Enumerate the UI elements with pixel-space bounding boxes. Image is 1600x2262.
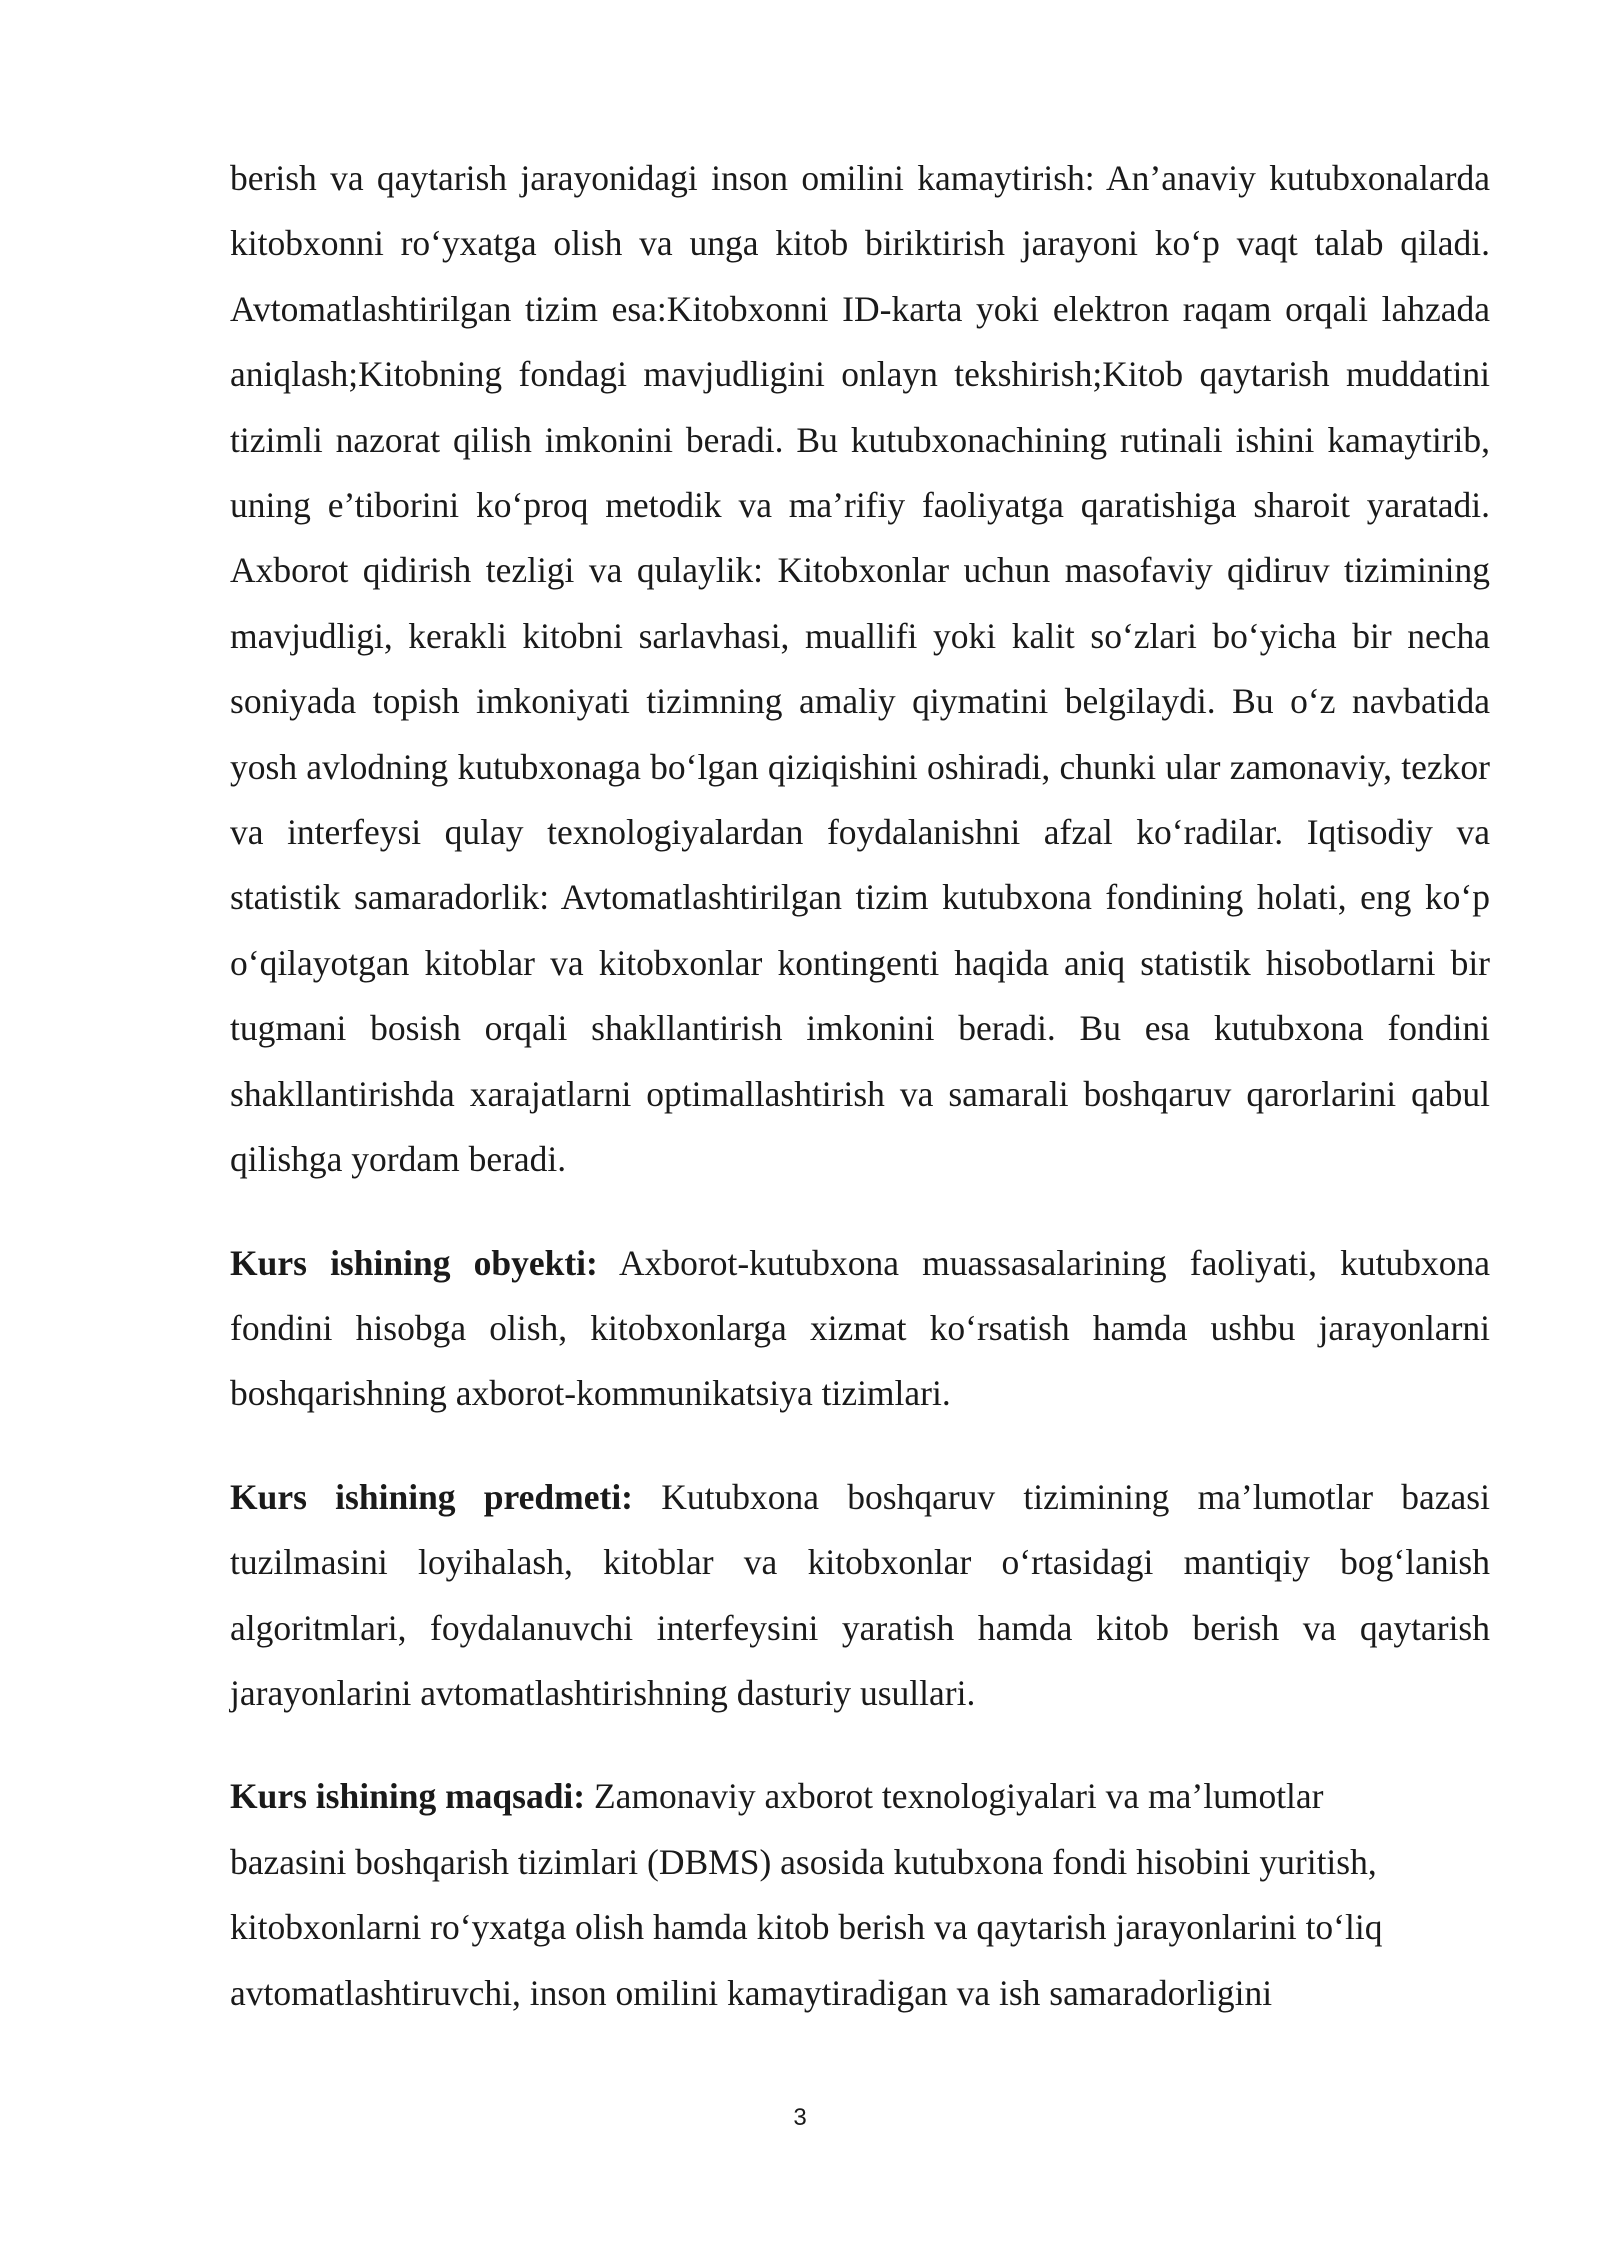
object-label: Kurs ishining obyekti:: [230, 1242, 598, 1283]
goal-text-line: bazasini boshqarish tizimlari (DBMS) asosida kutubxona fondi hisobini yuritish,: [230, 1841, 1377, 1882]
goal-paragraph: [230, 1764, 1490, 2026]
subject-label: Kurs ishining predmeti:: [230, 1476, 633, 1517]
page-content: [230, 146, 1490, 2026]
body-paragraph: berish va qaytarish jarayonidagi inson omilini kamaytirish: An’anaviy kutubxonalarda kitobxonni ro‘yxatga olish va unga kitob biriktirish jarayoni ko‘p vaqt talab qiladi. Avtomatlashtirilgan tizim esa:Kitobxonni ID-karta yoki elektron raqam orqali lahzada aniqlash;Kitobning fondagi mavjudligini onlayn tekshirish;Kitob qaytarish muddatini tizimli nazorat qilish imkonini beradi. Bu kutubxonachining rutinali ishini kamaytirib, uning e’tiborini ko‘proq metodik va ma’rifiy faoliyatga qaratishiga sharoit yaratadi. Axborot qidirish tezligi va qulaylik: Kitobxonlar uchun masofaviy qidiruv tizimining mavjudligi, kerakli kitobni sarlavhasi, muallifi yoki kalit so‘zlari bo‘yicha bir necha soniyada topish imkoniyati tizimning amaliy qiymatini belgilaydi. Bu o‘z navbatida yosh avlodning kutubxonaga bo‘lgan qiziqishini oshiradi, chunki ular zamonaviy, tezkor va interfeysi qulay texnologiyalardan foydalanishni afzal ko‘radilar. Iqtisodiy va statistik samaradorlik: Avtomatlashtirilgan tizim kutubxona fondining holati, eng ko‘p o‘qilayotgan kitoblar va kitobxonlar kontingenti haqida aniq statistik hisobotlarni bir tugmani bosish orqali shakllantirish imkonini beradi. Bu esa kutubxona fondini shakllantirishda xarajatlarni optimallashtirish va samarali boshqaruv qarorlarini qabul qilishga yordam beradi.: [230, 158, 1490, 1180]
subject-text: Kutubxona boshqaruv tizimining ma’lumotlar bazasi tuzilmasini loyihalash, kitoblar va kitobxonlar o‘rtasidagi mantiqiy bog‘lanish algoritmlari, foydalanuvchi interfeysini yaratish hamda kitob berish va qaytarish jarayonlarini avtomatlashtirishning dasturiy usullari.: [230, 1476, 1490, 1713]
object-paragraph: [230, 1231, 1490, 1427]
goal-text-line: avtomatlashtiruvchi, inson omilini kamaytiradigan va ish samaradorligini: [230, 1972, 1273, 2013]
goal-text-line: kitobxonlarni ro‘yxatga olish hamda kitob berish va qaytarish jarayonlarini to‘liq: [230, 1907, 1383, 1948]
page-number: 3: [793, 2104, 807, 2131]
subject-paragraph: [230, 1465, 1490, 1727]
goal-label: Kurs ishining maqsadi:: [230, 1776, 586, 1817]
goal-text-line: Zamonaviy axborot texnologiyalari va ma’lumotlar: [585, 1776, 1324, 1817]
object-text: Axborot-kutubxona muassasalarining faoliyati, kutubxona fondini hisobga olish, kitobxonlarga xizmat ko‘rsatish hamda ushbu jarayonlarni boshqarishning axborot-kommunikatsiya tizimlari.: [230, 1242, 1490, 1414]
